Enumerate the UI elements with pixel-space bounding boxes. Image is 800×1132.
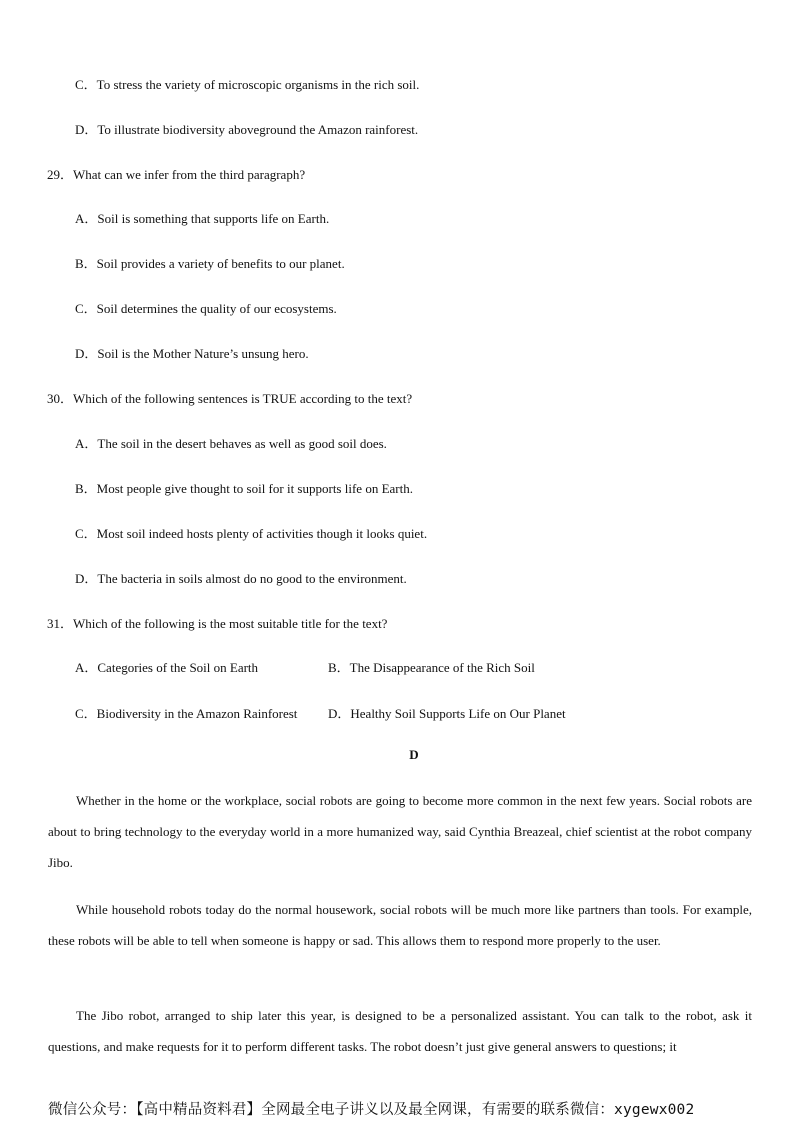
q29-option-a: A．Soil is something that supports life on Earth. [75,211,330,226]
q30-option-a: A．The soil in the desert behaves as well as good soil does. [75,436,387,451]
q29-option-d: D．Soil is the Mother Nature’s unsung hero. [75,346,309,361]
q31-option-a: A．Categories of the Soil on Earth [75,660,259,675]
q31-option-b: B．The Disappearance of the Rich Soil [328,660,535,675]
passage-paragraph-3: The Jibo robot, arranged to ship later this year, is designed to be a personalized assistant. You can talk to the robot, ask it questions, and make requests for it to perform different tasks. The robot doesn’t just give general answers to questions; it [48,1008,752,1054]
footer-wechat-id: xygewx002 [614,1102,695,1118]
q31-stem: 31．Which of the following is the most suitable title for the text? [47,616,388,631]
q29-option-b: B．Soil provides a variety of benefits to our planet. [75,256,345,271]
q31-option-d: D．Healthy Soil Supports Life on Our Planet [328,706,566,721]
q30-option-c: C．Most soil indeed hosts plenty of activities though it looks quiet. [75,526,428,541]
q30-option-b: B．Most people give thought to soil for it supports life on Earth. [75,481,413,496]
footer-watermark [48,1098,694,1119]
q29-stem: 29．What can we infer from the third paragraph? [47,167,306,182]
footer-text: 微信公众号：【高中精品资料君】全网最全电子讲义以及最全网课，有需要的联系微信： [48,1102,615,1118]
q29-option-c: C．Soil determines the quality of our ecosystems. [75,301,337,316]
passage-paragraph-1: Whether in the home or the workplace, social robots are going to become more common in the next few years. Social robots are about to bring technology to the everyday world in a more humanized way, said Cynthia Breazeal, chief scientist at the robot company Jibo. [48,793,752,870]
q30-stem: 30．Which of the following sentences is TRUE according to the text? [47,391,413,406]
q28-option-c: C．To stress the variety of microscopic organisms in the rich soil. [75,77,420,92]
q31-option-c: C．Biodiversity in the Amazon Rainforest [75,706,298,721]
q28-option-d: D．To illustrate biodiversity aboveground the Amazon rainforest. [75,122,419,137]
q30-option-d: D．The bacteria in soils almost do no good to the environment. [75,571,407,586]
passage-paragraph-2: While household robots today do the normal housework, social robots will be much more like partners than tools. For example, these robots will be able to tell when someone is happy or sad. This allows them to respond more properly to the user. [48,902,752,948]
section-heading: D [409,747,419,762]
